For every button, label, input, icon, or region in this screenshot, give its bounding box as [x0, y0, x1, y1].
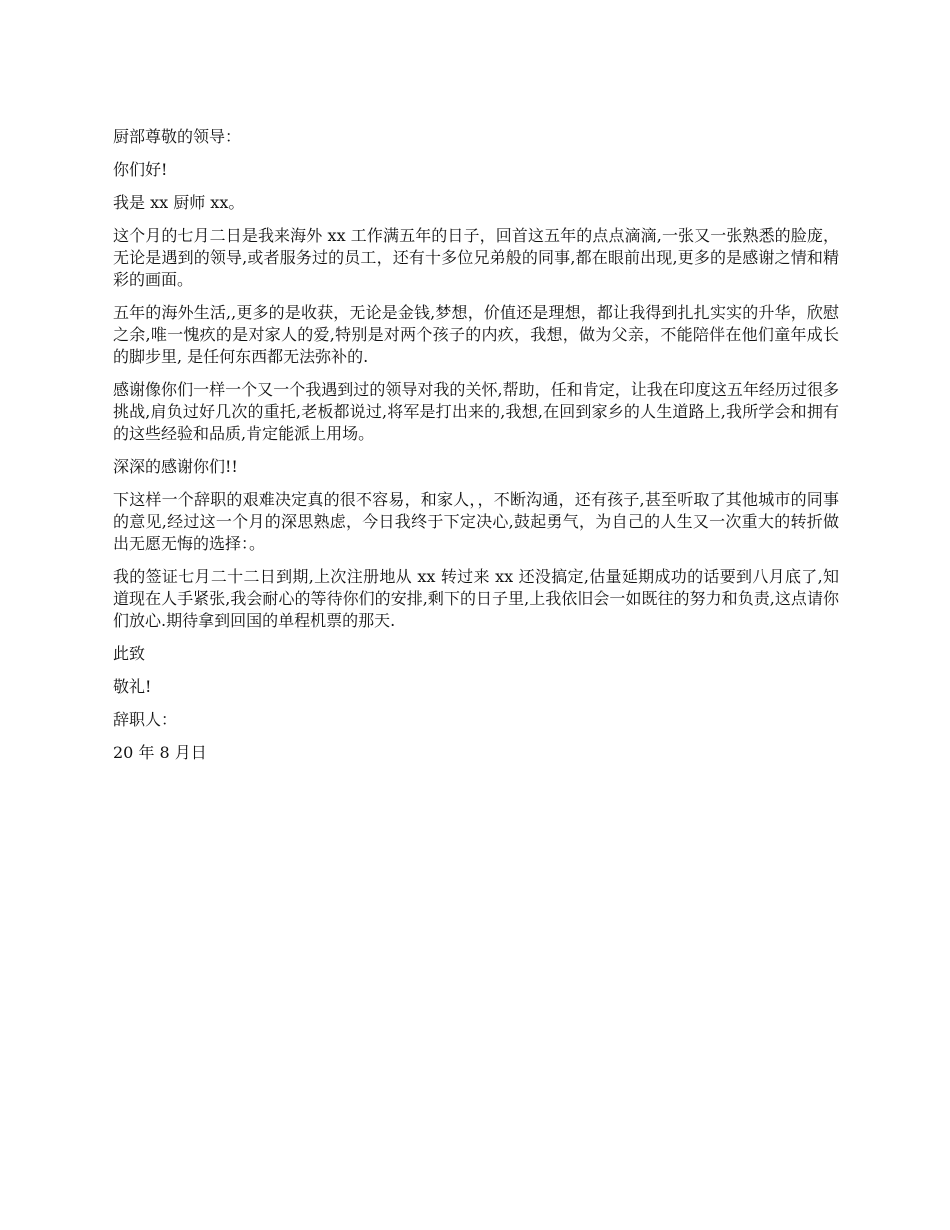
thanks-line: 深深的感谢你们!! — [113, 457, 238, 476]
body-paragraph-4: 下这样一个辞职的艰难决定真的很不容易，和家人，，不断沟通，还有孩子,甚至听取了其他城市的同事的意见,经过这一个月的深思熟虑，今日我终于下定决心,鼓起勇气，为自己的人生又一次重大的转折做出无愿无悔的选择：。 — [113, 490, 839, 553]
salutation-line: 你们好! — [113, 160, 168, 179]
closing-line-1: 此致 — [113, 644, 146, 663]
intro-line: 我是 xx 厨师 xx。 — [113, 193, 245, 212]
body-paragraph-2: 五年的海外生活,,更多的是收获，无论是金钱,梦想，价值还是理想，都让我得到扎扎实实的升华，欣慰之余,唯一愧疚的是对家人的爱,特别是对两个孩子的内疚，我想，做为父亲，不能陪伴在他们童年成长的脚步里, 是任何东西都无法弥补的. — [113, 303, 839, 366]
letter-page — [113, 126, 839, 775]
greeting-line: 厨部尊敬的领导： — [113, 127, 242, 146]
body-paragraph-5: 我的签证七月二十二日到期,上次注册地从 xx 转过来 xx 还没搞定,估量延期成功的话要到八月底了,知道现在人手紧张,我会耐心的等待你们的安排,剩下的日子里,上我依旧会一如既往的努力和负责,这点请你们放心.期待拿到回国的单程机票的那天. — [113, 567, 839, 630]
closing-line-2: 敬礼! — [113, 677, 152, 696]
body-paragraph-1: 这个月的七月二日是我来海外 xx 工作满五年的日子，回首这五年的点点滴滴,一张又一张熟悉的脸庞，无论是遇到的领导,或者服务过的员工，还有十多位兄弟般的同事,都在眼前出现,更多的是感谢之情和精彩的画面。 — [113, 226, 839, 289]
body-paragraph-3: 感谢像你们一样一个又一个我遇到过的领导对我的关怀,帮助，任和肯定，让我在印度这五年经历过很多挑战,肩负过好几次的重托,老板都说过,将军是打出来的,我想,在回到家乡的人生道路上,我所学会和拥有的这些经验和品质,肯定能派上用场。 — [113, 380, 839, 443]
signature-label: 辞职人： — [113, 710, 178, 729]
date-line: 20 年 8 月日 — [113, 743, 207, 762]
